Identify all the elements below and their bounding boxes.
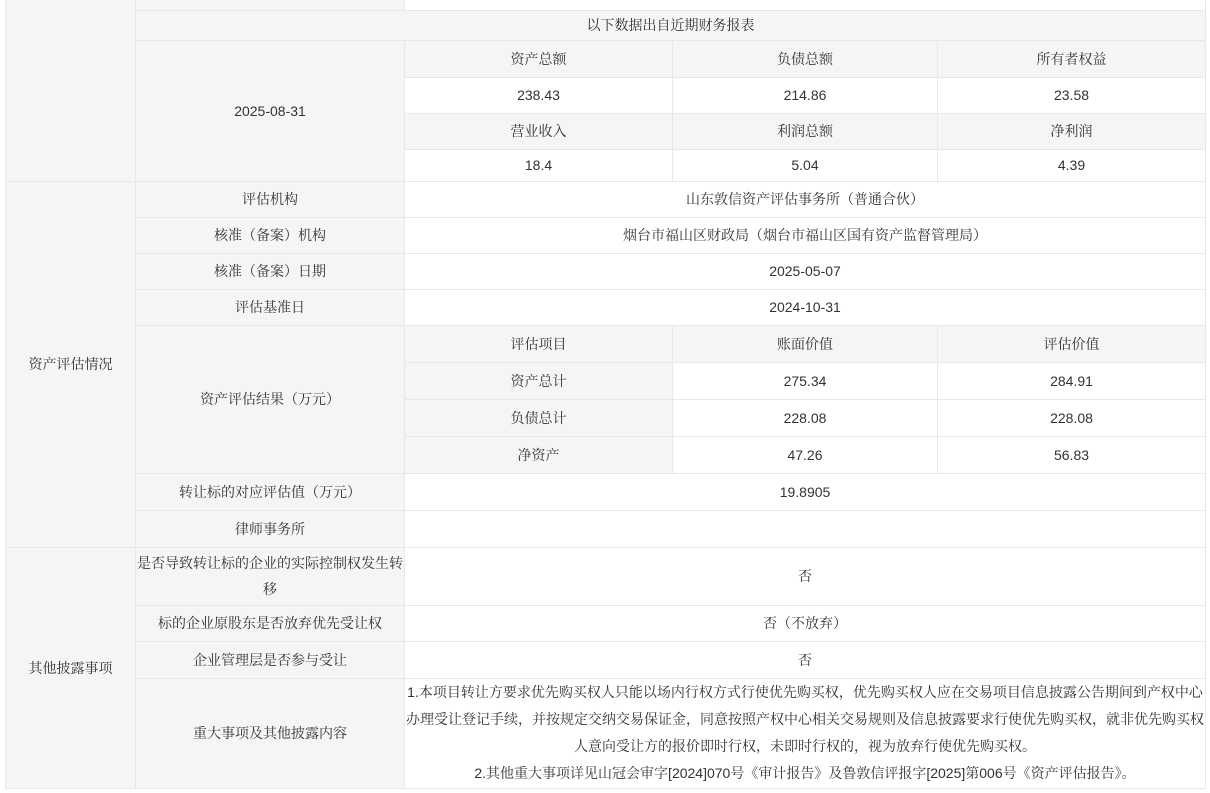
header-total-liabilities: 负债总额 [673,40,938,77]
result-assessed-total-liabilities: 228.08 [938,399,1206,436]
major-matters-paragraph-1: 1.本项目转让方要求优先购买权人只能以场内行权方式行使优先购买权，优先购买权人应在交易项目信息披露公告期间到产权中心办理受让登记手续，并按规定交纳交易保证金，同意按照产权中心相关交易规则及信息披露要求行使优先购买权，就非优先购买权人意向受让方的报价即时行权，未即时行权的，视为放弃行使优先购买权。 [406,684,1204,754]
value-waive-preemptive-right: 否（不放弃） [405,605,1206,641]
header-operating-revenue: 营业收入 [405,113,673,149]
result-assessed-total-assets: 284.91 [938,362,1206,399]
major-matters-paragraph-2: 2.其他重大事项详见山冠会审字[2024]070号《审计报告》及鲁敦信评报字[2025]第006号《资产评估报告》。 [474,765,1136,781]
result-item-total-assets: 资产总计 [405,362,673,399]
value-evaluation-agency: 山东敦信资产评估事务所（普通合伙） [405,181,1206,217]
result-item-net-assets: 净资产 [405,436,673,473]
label-waive-preemptive-right: 标的企业原股东是否放弃优先受让权 [136,605,405,641]
value-net-profit: 4.39 [938,149,1206,181]
result-item-total-liabilities: 负债总计 [405,399,673,436]
value-evaluation-base-date: 2024-10-31 [405,289,1206,325]
value-approval-date: 2025-05-07 [405,253,1206,289]
result-book-total-liabilities: 228.08 [673,399,938,436]
value-law-firm [405,510,1206,547]
value-total-profit: 5.04 [673,149,938,181]
label-evaluation-agency: 评估机构 [136,181,405,217]
value-management-participation: 否 [405,641,1206,678]
value-total-liabilities: 214.86 [673,77,938,113]
header-net-profit: 净利润 [938,113,1206,149]
value-operating-revenue: 18.4 [405,149,673,181]
value-owner-equity: 23.58 [938,77,1206,113]
header-total-assets: 资产总额 [405,40,673,77]
label-evaluation-base-date: 评估基准日 [136,289,405,325]
label-management-participation: 企业管理层是否参与受让 [136,641,405,678]
header-owner-equity: 所有者权益 [938,40,1206,77]
section-label-asset-evaluation: 资产评估情况 [6,181,136,547]
result-header-book-value: 账面价值 [673,325,938,362]
disclosure-table [5,0,1206,789]
value-approval-agency: 烟台市福山区财政局（烟台市福山区国有资产监督管理局） [405,217,1206,253]
header-total-profit: 利润总额 [673,113,938,149]
result-book-total-assets: 275.34 [673,362,938,399]
label-evaluation-result: 资产评估结果（万元） [136,325,405,473]
label-approval-agency: 核准（备案）机构 [136,217,405,253]
cutoff-value-cell [405,0,1206,10]
financial-section-category-cell [6,0,136,181]
value-control-transfer: 否 [405,547,1206,605]
value-transfer-assessed-value: 19.8905 [405,473,1206,510]
financial-report-date: 2025-08-31 [136,40,405,181]
section-label-other-disclosure: 其他披露事项 [6,547,136,788]
label-approval-date: 核准（备案）日期 [136,253,405,289]
value-major-matters [405,678,1206,788]
cutoff-label-cell [136,0,405,10]
value-total-assets: 238.43 [405,77,673,113]
label-law-firm: 律师事务所 [136,510,405,547]
result-book-net-assets: 47.26 [673,436,938,473]
label-control-transfer: 是否导致转让标的企业的实际控制权发生转移 [136,547,405,605]
result-header-item: 评估项目 [405,325,673,362]
label-major-matters: 重大事项及其他披露内容 [136,678,405,788]
label-transfer-assessed-value: 转让标的对应评估值（万元） [136,473,405,510]
financial-notice: 以下数据出自近期财务报表 [136,10,1206,40]
result-assessed-net-assets: 56.83 [938,436,1206,473]
result-header-assessed-value: 评估价值 [938,325,1206,362]
